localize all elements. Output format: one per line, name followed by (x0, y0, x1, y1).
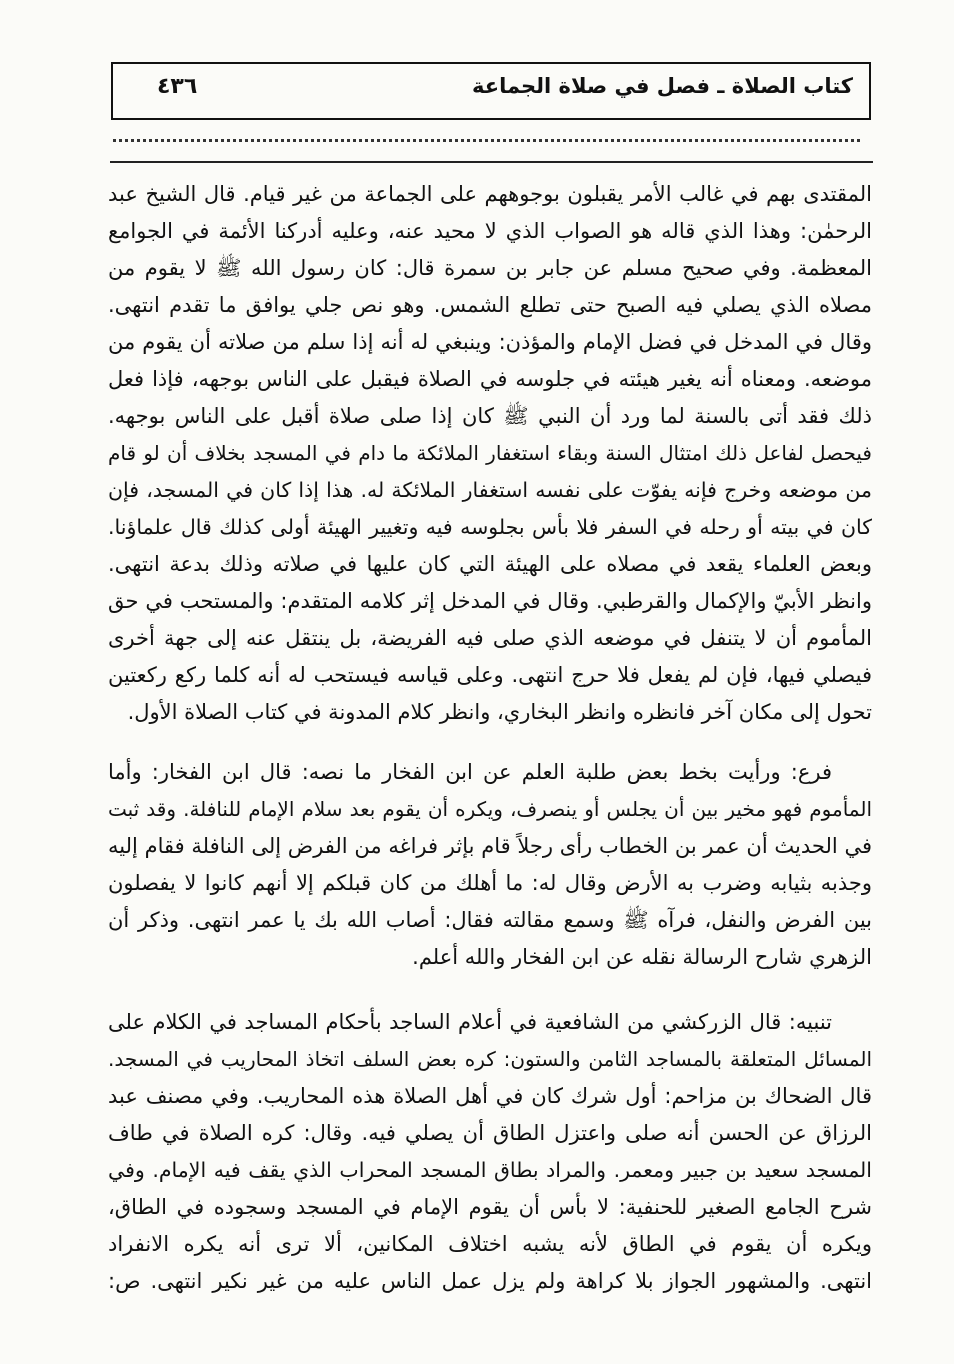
text-line: المأموم فهو مخير بين أن يجلس أو ينصرف، ويكره أن يقوم بعد سلام الإمام للنافلة. وقد ثبت (108, 797, 872, 821)
paragraph-main (108, 176, 872, 731)
text-line: موضعه. ومعناه أنه يغير هيئته في جلوسه في الصلاة فيقبل على الناس بوجهه، فإذا فعل (108, 367, 872, 391)
text-line: ويكره أن يقوم في الطاق لأنه يشبه اختلاف المكانين، ألا ترى أنه يكره الانفراد (108, 1232, 872, 1256)
page-number: ٤٣٦ (157, 74, 198, 99)
text-line: فرع: ورأيت بخط بعض طلبة العلم عن ابن الفخار ما نصه: قال ابن الفخار: وأما (108, 760, 832, 784)
running-header-title: كتاب الصلاة ـ فصل في صلاة الجماعة (471, 74, 853, 98)
text-line: وبعض العلماء يقعد في مصلاه على الهيئة التي كان عليها في صلاته وذلك بدعة انتهى. (108, 552, 872, 576)
text-line: ذلك فقد أتى بالسنة لما ورد أن النبي ﷺ كان إذا صلى صلاة أقبل على الناس بوجهه. (108, 404, 872, 428)
solid-divider (110, 161, 873, 163)
text-line: المسائل المتعلقة بالمساجد الثامن والستون: كره بعض السلف اتخاذ المحاريب في المسجد. (108, 1047, 872, 1071)
text-line: المقتدى بهم في غالب الأمر يقبلون بوجوههم على الجماعة من غير قيام. قال الشيخ عبد (108, 182, 872, 206)
text-line: قال الضحاك بن مزاحم: أول شرك كان في أهل الصلاة هذه المحاريب. وفي مصنف عبد (108, 1084, 872, 1108)
text-line: الرزاق عن الحسن أنه صلى واعتزل الطاق أن يصلي فيه. وقال: كره الصلاة في طاف (108, 1121, 872, 1145)
text-line: وانظر الأبيّ والإكمال والقرطبي. وقال في المدخل إثر كلامه المتقدم: والمستحب في حق (108, 589, 872, 613)
dotted-divider (113, 139, 860, 142)
text-line: تحول إلى مكان آخر فانظره وانظر البخاري، وانظر كلام المدونة في كتاب الصلاة الأول. (127, 700, 872, 724)
paragraph-far (108, 754, 872, 976)
text-line: وقال في المدخل في فضل الإمام والمؤذن: وينبغي له أنه إذا سلم من صلاته أن يقوم من (108, 330, 872, 354)
text-line: تنبيه: قال الزركشي من الشافعية في أعلام الساجد بأحكام المساجد في الكلام على (108, 1010, 832, 1034)
running-header (111, 62, 871, 120)
text-line: فيحصل لفاعل ذلك امتثال السنة وبقاء استغفار الملائكة ما دام في المسجد بخلاف أن لو قام (108, 441, 872, 465)
text-line: في الحديث أن عمر بن الخطاب رأى رجلاً قام بإثر فراغه من الفرض إلى النافلة فقام إليه (108, 834, 872, 858)
text-line: الزهري شارح الرسالة نقله عن ابن الفخار والله أعلم. (412, 945, 872, 969)
paragraph-tanbih (108, 1004, 872, 1300)
text-line: الرحمٰن: وهذا الذي قاله هو الصواب الذي لا محيد عنه، وعليه أدركنا الأئمة في الجوامع (108, 219, 872, 243)
text-line: من موضعه وخرج فإنه يفوّت على نفسه استغفار الملائكة له. هذا إذا كان في المسجد، فإن (108, 478, 872, 502)
text-line: فيصلي فيها، فإن لم يفعل فلا حرج انتهى. وعلى قياسه فيستحب له أنه كلما ركع ركعتين (108, 663, 872, 687)
text-line: بين الفرض والنفل، فرآه ﷺ وسمع مقالته فقال: أصاب الله بك يا عمر انتهى. وذكر أن (108, 908, 872, 932)
text-line: المسجد سعيد بن جبير ومعمر. والمراد بطاق المسجد المحراب الذي يقف فيه الإمام. وفي (108, 1158, 872, 1182)
text-line: المأموم أن لا يتنفل في موضعه الذي صلى فيه الفريضة، بل ينتقل عنه إلى جهة أخرى (108, 626, 872, 650)
text-line: شرح الجامع الصغير للحنفية: لا بأس أن يقوم الإمام في المسجد وسجوده في الطاق، (108, 1195, 872, 1219)
text-line: وجذبه بثيابه وضرب به الأرض وقال له: ما أهلك من كان قبلكم إلا أنهم كانوا لا يفصلون (108, 871, 872, 895)
text-line: انتهى. والمشهور الجواز بلا كراهة ولم يزل عمل الناس عليه من غير نكير انتهى. ص: (108, 1269, 872, 1293)
text-line: مصلاه الذي يصلي فيه الصبح حتى تطلع الشمس. وهو نص جلي يوافق ما تقدم انتهى. (108, 293, 872, 317)
text-line: كان في بيته أو رحله في السفر فلا بأس بجلوسه فيه وتغيير الهيئة أولى كذلك قال علماؤنا. (108, 515, 872, 539)
text-line: المعظمة. وفي صحيح مسلم عن جابر بن سمرة قال: كان رسول الله ﷺ لا يقوم من (108, 256, 872, 280)
